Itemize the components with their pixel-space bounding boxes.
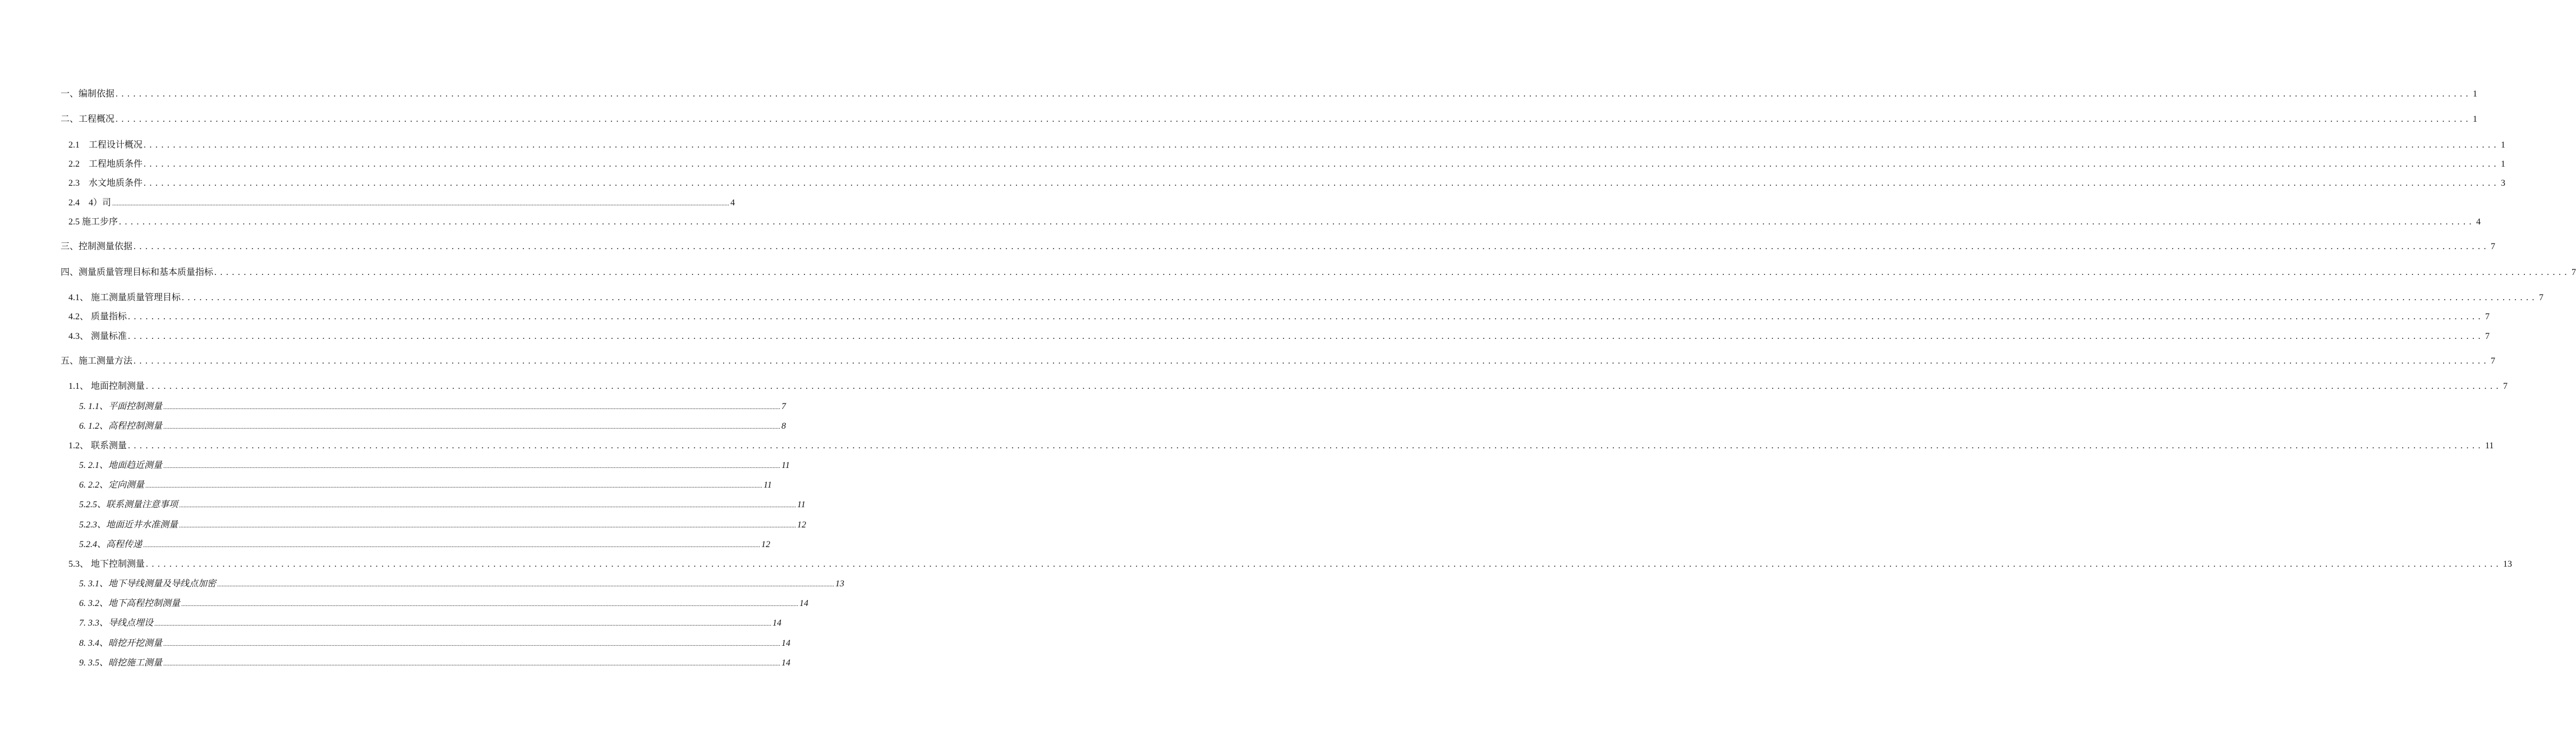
toc-entry[interactable] (79, 499, 806, 512)
toc-page-number: 1 (2473, 89, 2478, 99)
toc-entry[interactable] (68, 311, 2490, 323)
toc-entry[interactable] (68, 177, 2506, 190)
toc-dot-leader: ................................................................................................................................................................................................................................................................................................................................................................................................................ (145, 483, 763, 489)
toc-entry-label: 一、编制依据 (61, 89, 115, 99)
toc-entry[interactable] (61, 355, 2496, 368)
toc-page-number: 12 (797, 520, 807, 530)
toc-dot-leader: ................................................................................................................................................................................................................................................................................................................................................................................................................ (179, 502, 797, 509)
toc-page-number: 3 (2501, 178, 2506, 188)
toc-page-number: 7 (2485, 312, 2490, 322)
toc-page-number: 14 (772, 618, 782, 628)
toc-page-number: 7 (2491, 242, 2496, 251)
toc-dot-leader: ................................................................................................................................................................................................................................................................................................................................................................................................................ (144, 178, 2500, 188)
toc-dot-leader: ................................................................................................................................................................................................................................................................................................................................................................................................................ (146, 382, 2503, 391)
toc-entry[interactable] (68, 558, 2513, 571)
toc-entry-label: 2.3 水文地质条件 (68, 178, 143, 188)
toc-dot-leader: ................................................................................................................................................................................................................................................................................................................................................................................................................ (214, 268, 2571, 277)
toc-dot-leader: ................................................................................................................................................................................................................................................................................................................................................................................................................ (163, 424, 781, 430)
toc-entry[interactable] (79, 479, 772, 492)
toc-entry[interactable] (79, 578, 845, 591)
toc-entry-label: 4.1、 施工测量质量管理目标 (68, 293, 181, 302)
toc-dot-leader: ................................................................................................................................................................................................................................................................................................................................................................................................................ (134, 356, 2490, 366)
toc-page-number: 7 (2539, 293, 2544, 302)
toc-dot-leader: ................................................................................................................................................................................................................................................................................................................................................................................................................ (116, 89, 2472, 99)
toc-entry[interactable] (79, 401, 786, 414)
toc-entry-label: 4.3、 测量标准 (68, 332, 127, 341)
toc-entry-label: 6. 2.2、定向测量 (79, 480, 145, 490)
toc-page-number: 14 (799, 599, 809, 608)
toc-page-number: 7 (2503, 382, 2508, 391)
toc-dot-leader: ................................................................................................................................................................................................................................................................................................................................................................................................................ (181, 601, 799, 608)
toc-entry-label: 2.5 施工步序 (68, 217, 118, 227)
toc-page-number: 11 (763, 480, 772, 490)
toc-dot-leader: ................................................................................................................................................................................................................................................................................................................................................................................................................ (128, 332, 2485, 341)
toc-entry[interactable] (68, 158, 2506, 171)
toc-entry[interactable] (61, 113, 2478, 126)
toc-entry[interactable] (79, 657, 791, 670)
toc-entry[interactable] (68, 330, 2490, 343)
toc-entry[interactable] (61, 88, 2478, 100)
toc-page-number: 11 (797, 500, 806, 509)
toc-entry-label: 5.3、 地下控制测量 (68, 559, 145, 569)
toc-entry[interactable] (68, 197, 735, 210)
toc-entry-label: 2.2 工程地质条件 (68, 159, 143, 169)
toc-dot-leader: ................................................................................................................................................................................................................................................................................................................................................................................................................ (143, 542, 761, 549)
toc-entry[interactable] (68, 440, 2494, 452)
toc-dot-leader: ................................................................................................................................................................................................................................................................................................................................................................................................................ (144, 159, 2500, 169)
toc-entry[interactable] (79, 519, 807, 532)
toc-entry[interactable] (79, 598, 809, 610)
toc-page-number: 11 (2485, 441, 2494, 451)
toc-entry-label: 6. 3.2、地下高程控制测量 (79, 599, 181, 608)
toc-entry[interactable] (61, 267, 2576, 279)
toc-dot-leader: ................................................................................................................................................................................................................................................................................................................................................................................................................ (163, 463, 781, 470)
toc-dot-leader: ................................................................................................................................................................................................................................................................................................................................................................................................................ (112, 200, 730, 207)
toc-dot-leader: ................................................................................................................................................................................................................................................................................................................................................................................................................ (217, 581, 835, 588)
toc-entry-label: 1.2、 联系测量 (68, 441, 127, 451)
toc-entry-label: 三、控制测量依据 (61, 242, 133, 251)
toc-dot-leader: ................................................................................................................................................................................................................................................................................................................................................................................................................ (163, 641, 781, 648)
toc-entry-label: 四、测量质量管理目标和基本质量指标 (61, 268, 214, 277)
toc-entry-label: 二、工程概况 (61, 114, 115, 124)
toc-entry[interactable] (68, 292, 2544, 304)
toc-entry[interactable] (79, 539, 771, 552)
toc-page-number: 4 (730, 198, 735, 208)
toc-entry-label: 5. 3.1、地下导线测量及导线点加密 (79, 579, 217, 589)
toc-page-number: 1 (2473, 114, 2478, 124)
toc-dot-leader: ................................................................................................................................................................................................................................................................................................................................................................................................................ (119, 217, 2476, 227)
toc-page-number: 8 (781, 421, 786, 431)
toc-entry-label: 1.1、 地面控制测量 (68, 382, 145, 391)
toc-dot-leader: ................................................................................................................................................................................................................................................................................................................................................................................................................ (116, 114, 2472, 124)
toc-entry[interactable] (79, 617, 782, 630)
toc-entry-label: 5.2.5、联系测量注意事项 (79, 500, 178, 509)
toc-page-number: 14 (781, 658, 791, 668)
toc-page-number: 11 (781, 461, 790, 470)
toc-dot-leader: ................................................................................................................................................................................................................................................................................................................................................................................................................ (163, 660, 781, 667)
toc-entry-label: 4.2、 质量指标 (68, 312, 127, 322)
toc-page-number: 7 (781, 402, 786, 411)
toc-page-number: 1 (2501, 140, 2506, 150)
toc-entry[interactable] (79, 420, 786, 433)
toc-entry[interactable] (79, 637, 791, 650)
toc-entry-label: 五、施工测量方法 (61, 356, 133, 366)
toc-entry-label: 8. 3.4、暗挖开挖测量 (79, 639, 163, 648)
toc-dot-leader: ................................................................................................................................................................................................................................................................................................................................................................................................................ (154, 621, 772, 627)
toc-page-number: 7 (2485, 332, 2490, 341)
toc-dot-leader: ................................................................................................................................................................................................................................................................................................................................................................................................................ (179, 522, 797, 529)
toc-dot-leader: ................................................................................................................................................................................................................................................................................................................................................................................................................ (146, 559, 2503, 569)
toc-dot-leader: ................................................................................................................................................................................................................................................................................................................................................................................................................ (128, 312, 2485, 322)
toc-page-number: 1 (2501, 159, 2506, 169)
toc-entry[interactable] (68, 139, 2506, 151)
toc-page-number: 4 (2476, 217, 2481, 227)
toc-entry-label: 6. 1.2、高程控制测量 (79, 421, 163, 431)
toc-entry[interactable] (79, 460, 790, 472)
toc-dot-leader: ................................................................................................................................................................................................................................................................................................................................................................................................................ (128, 441, 2485, 451)
toc-dot-leader: ................................................................................................................................................................................................................................................................................................................................................................................................................ (163, 404, 781, 411)
toc-page-number: 13 (2503, 559, 2513, 569)
toc-entry-label: 5. 2.1、地面趋近测量 (79, 461, 163, 470)
toc-entry-label: 2.4 4）司 (68, 198, 112, 208)
toc-page-number: 7 (2491, 356, 2496, 366)
toc-entry[interactable] (68, 380, 2508, 393)
toc-page-number: 13 (835, 579, 845, 589)
toc-entry-label: 5.2.3、地面近井水准测量 (79, 520, 178, 530)
toc-entry-label: 5. 1.1、平面控制测量 (79, 402, 163, 411)
toc-entry-label: 7. 3.3、导线点埋设 (79, 618, 154, 628)
toc-entry[interactable] (61, 241, 2496, 253)
toc-page-number: 12 (761, 540, 771, 549)
toc-dot-leader: ................................................................................................................................................................................................................................................................................................................................................................................................................ (134, 242, 2490, 251)
toc-dot-leader: ................................................................................................................................................................................................................................................................................................................................................................................................................ (182, 293, 2538, 302)
toc-page-number: 7 (2572, 268, 2576, 277)
toc-entry[interactable] (68, 216, 2481, 228)
toc-page-number: 14 (781, 639, 791, 648)
toc-dot-leader: ................................................................................................................................................................................................................................................................................................................................................................................................................ (144, 140, 2500, 150)
toc-entry-label: 9. 3.5、暗挖施工测量 (79, 658, 163, 668)
toc-entry-label: 5.2.4、高程传递 (79, 540, 142, 549)
toc-entry-label: 2.1 工程设计概况 (68, 140, 143, 150)
